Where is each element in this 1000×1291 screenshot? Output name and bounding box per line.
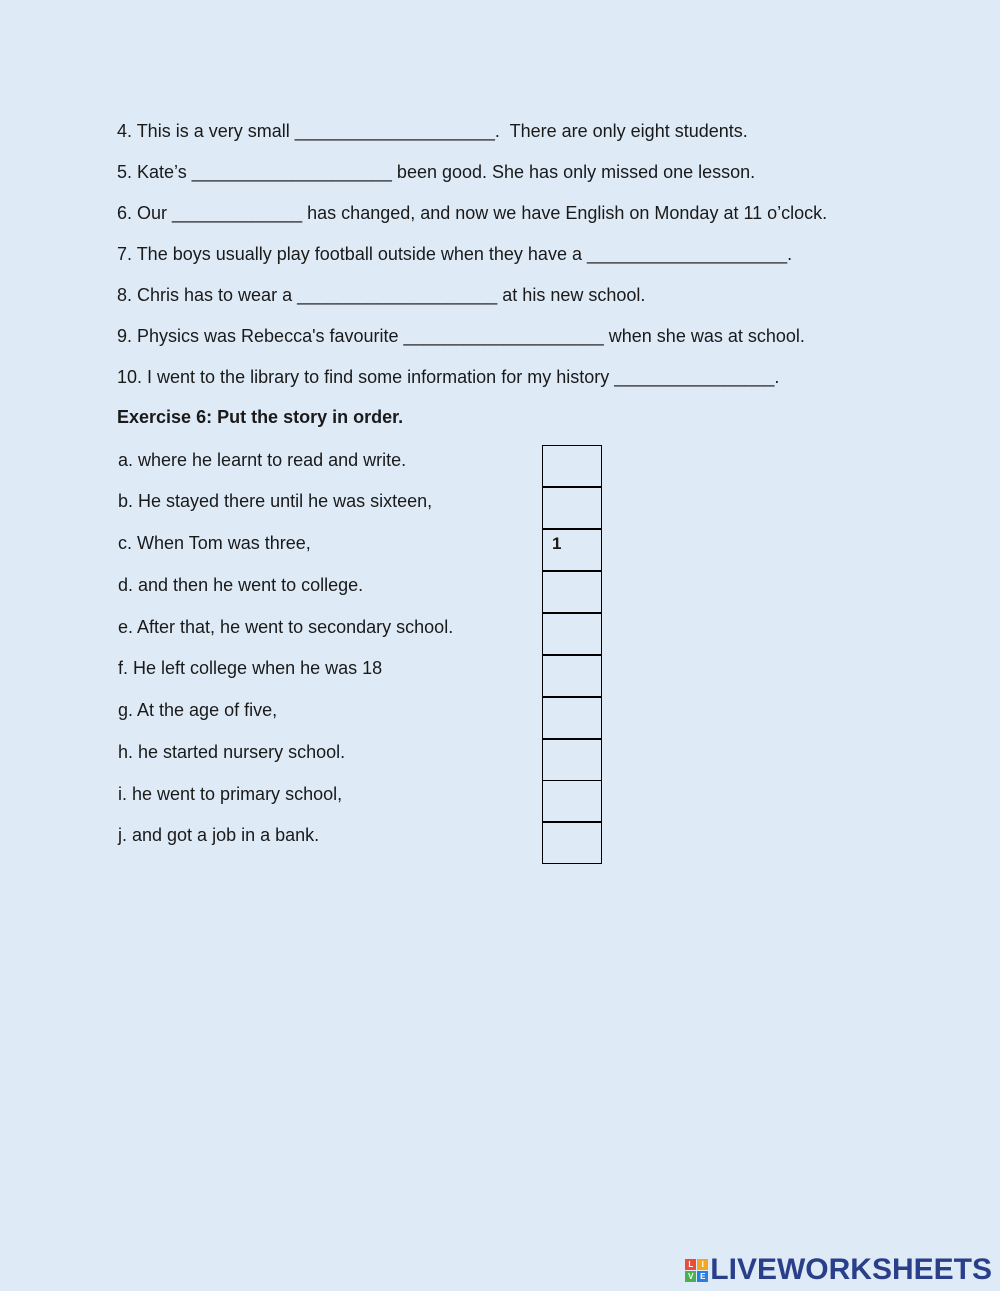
sentence-10: 10. I went to the library to find some information for my history ________________.	[117, 367, 780, 387]
logo-mark-l: L	[685, 1259, 696, 1270]
story-item-i: i. he went to primary school,	[118, 784, 343, 804]
sentence-8: 8. Chris has to wear a ____________________ at his new school.	[117, 285, 646, 305]
story-item-e: e. After that, he went to secondary school.	[118, 617, 454, 637]
liveworksheets-logo	[685, 1253, 992, 1287]
sentence-5: 5. Kate’s ____________________ been good. She has only missed one lesson.	[117, 162, 756, 182]
story-item-h: h. he started nursery school.	[118, 742, 346, 762]
sentence-7: 7. The boys usually play football outside when they have a ____________________.	[117, 244, 793, 264]
sentence-4: 4. This is a very small ____________________. There are only eight students.	[117, 121, 748, 141]
exercise-6-heading: Exercise 6: Put the story in order.	[117, 407, 404, 427]
answer-box-e[interactable]	[542, 613, 602, 655]
logo-mark-e: E	[697, 1271, 708, 1282]
liveworksheets-logo-icon	[685, 1259, 708, 1282]
sentence-9: 9. Physics was Rebecca's favourite ____________________ when she was at school.	[117, 326, 805, 346]
story-item-c: c. When Tom was three,	[118, 533, 311, 553]
story-item-f: f. He left college when he was 18	[118, 658, 383, 678]
answer-box-f[interactable]	[542, 655, 602, 697]
story-item-j: j. and got a job in a bank.	[118, 825, 320, 845]
answer-box-i[interactable]	[542, 780, 602, 822]
story-item-g: g. At the age of five,	[118, 700, 278, 720]
answer-box-c[interactable]: 1	[542, 529, 602, 571]
logo-mark-i: I	[697, 1259, 708, 1270]
answer-box-d[interactable]	[542, 571, 602, 613]
answer-box-g[interactable]	[542, 697, 602, 739]
answer-box-h[interactable]	[542, 739, 602, 781]
logo-mark-v: V	[685, 1271, 696, 1282]
logo-text: LIVEWORKSHEETS	[710, 1253, 992, 1286]
story-item-d: d. and then he went to college.	[118, 575, 364, 595]
answer-box-b[interactable]	[542, 487, 602, 529]
answer-box-a[interactable]	[542, 445, 602, 487]
answer-box-j[interactable]	[542, 822, 602, 864]
story-item-b: b. He stayed there until he was sixteen,	[118, 491, 433, 511]
sentence-6: 6. Our _____________ has changed, and now we have English on Monday at 11 o’clock.	[117, 203, 828, 223]
story-item-a: a. where he learnt to read and write.	[118, 450, 407, 470]
